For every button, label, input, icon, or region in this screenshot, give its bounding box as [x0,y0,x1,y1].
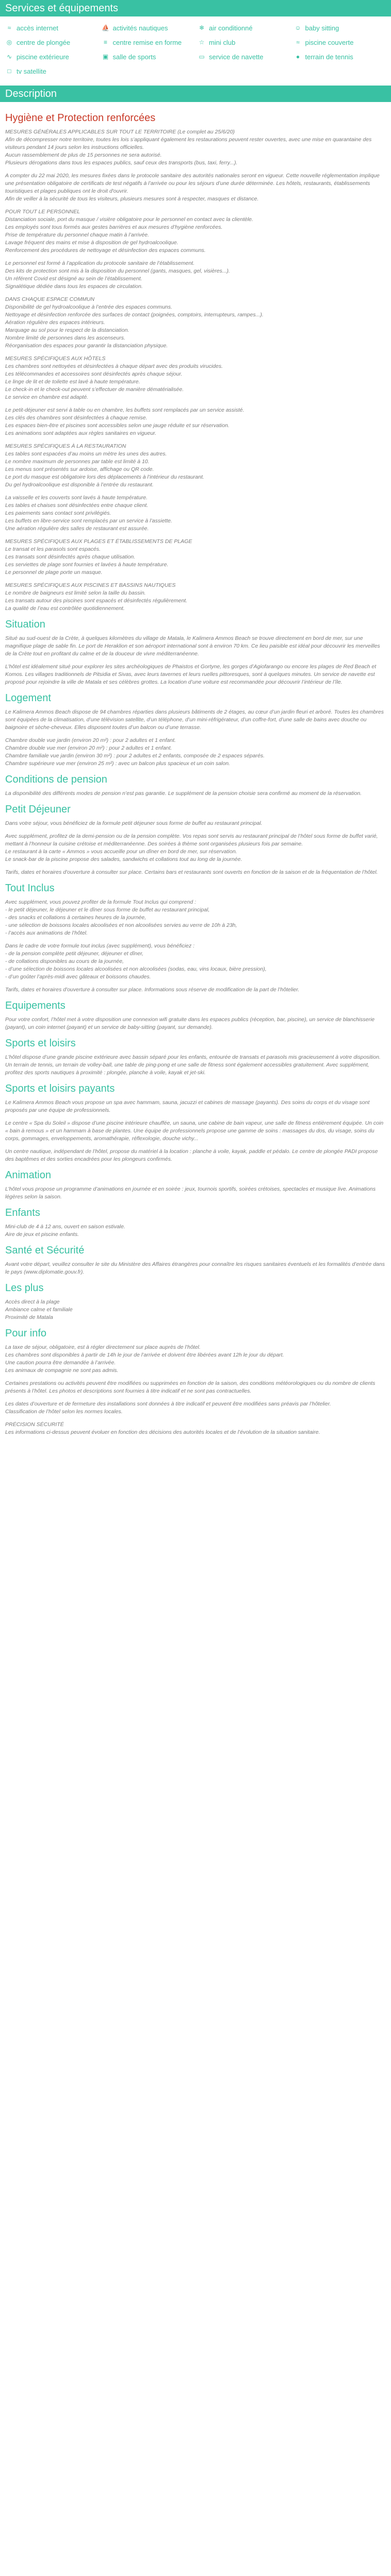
section-paragraph: L’hôtel vous propose un programme d’animations en journée et en soirée : jeux, tournois sportifs, soirées crétoises, spectacles et musique live. Animations légères selon la saison. [5,1186,376,1200]
section-paragraph: Pour votre confort, l’hôtel met à votre disposition une connexion wifi gratuite dans les espaces publics (réception, bar, piscine), un service de blanchisserie (payant), un coin internet (payant) et un service de baby-sitting (payant, sur demande). [5,1016,375,1030]
service-label: baby sitting [305,24,339,32]
section-paragraph: Le petit-déjeuner est servi à table ou en chambre, les buffets sont remplacés par un service assisté. Les clés des chambres sont désinfectées à chaque remise. Les espaces bien-être et piscines sont accessibles selon une jauge réduite et sur réservation. Les animations sont adaptées aux règles sanitaires en vigueur. [5,407,245,436]
section-paragraph: Le Kalimera Ammos Beach dispose de 94 chambres réparties dans plusieurs bâtiments de 2 étages, au cœur d’un jardin fleuri et arboré. Toutes les chambres sont équipées de la climatisation, d’une télévision satellite, d’un téléphone, d’un mini-réfrigérateur, d’un coffre-fort, d’une salle de bains avec douche ou baignoire et sèche-cheveux. Elles disposent toutes d’un balcon ou d’une terrasse. [5,709,384,731]
section-paragraph: Tarifs, dates et horaires d'ouverture à consulter sur place. Certains bars et restaurants sont ouverts en fonction de la saison et de la fréquentation de l’hôtel. [5,869,378,875]
tv-icon: □ [7,67,11,75]
section-paragraph: DANS CHAQUE ESPACE COMMUN Disponibilité de gel hydroalcoolique à l’entrée des espaces communs. Nettoyage et désinfection renforcée des surfaces de contact (poignées, comptoirs, interrupteurs, rampes...). Aération régulière des espaces intérieurs. Marquage au sol pour le respect de la distanciation. Nombre limité de personnes dans les ascenseurs. Réorganisation des espaces pour garantir la distanciation physique. [5,296,264,349]
dumbbell-icon: ≡ [103,39,107,46]
section-title: Logement [5,692,51,704]
service-label: accès internet [17,24,58,32]
section-paragraph: Le Kalimera Ammos Beach vous propose un spa avec hammam, sauna, jacuzzi et cabines de massage (payants). Des soins du corps et du visage sont proposés par une équipe de professionnels. [5,1099,370,1113]
service-label: piscine extérieure [17,53,69,61]
section-paragraph: Situé au sud-ouest de la Crète, à quelques kilomètres du village de Matala, le Kalimera Ammos Beach se trouve directement en bord de mer, sur une magnifique plage de sable fin. Le port de Heraklion et son aéroport international sont à environ 70 km. Ce lieu paisible est idéal pour découvrir les merveilles de la Crète tout en profitant du calme et de la douceur de vivre méditerranéenne. [5,635,380,657]
section-title: Santé et Sécurité [5,1245,85,1256]
section-paragraph: Dans le cadre de votre formule tout inclus (avec supplément), vous bénéficiez : - de la pension complète petit déjeuner, déjeuner et dîner, - de collations disponibles au cours de la journée, - d’une sélection de boissons locales alcoolisées et non alcoolisées (sodas, eau, vins locaux, bière pression), - d’un goûter l’après-midi avec gâteaux et boissons chaudes. [5,943,267,980]
section-paragraph: Chambre double vue jardin (environ 20 m²) : pour 2 adultes et 1 enfant. Chambre double vue mer (environ 20 m²) : pour 2 adultes et 1 enfant. Chambre familiale vue jardin (environ 30 m²) : pour 2 adultes et 2 enfants, composée de 2 espaces séparés. Chambre supérieure vue mer (environ 25 m²) : avec un balcon plus spacieux et un coin salon. [5,737,265,767]
section-paragraph: PRÉCISION SÉCURITÉ Les informations ci-dessus peuvent évoluer en fonction des décisions des autorités locales et de l’évolution de la situation sanitaire. [5,1421,320,1435]
service-item[interactable] [198,24,290,32]
section-paragraph: MESURES GÉNÉRALES APPLICABLES SUR TOUT LE TERRITOIRE (Le complet au 25/6/20) Afin de décompresser notre territoire, toutes les lois s’appliquant également les restaurations peuvent rester ouvertes, avec une mise en quarantaine des visiteurs pendant 14 jours selon les instructions officielles. Aucun rassemblement de plus de 15 personnes ne sera autorisé. Plusieurs dérogations dans tous les espaces publics, sauf ceux des transports (bus, taxi, ferry...). [5,129,372,166]
service-item[interactable] [294,38,386,46]
service-item[interactable] [294,24,386,32]
service-label: service de navette [209,53,264,61]
gym-icon: ▣ [102,53,109,60]
service-label: salle de sports [112,53,156,61]
kids-icon: ☆ [199,39,205,46]
section-paragraph: La taxe de séjour, obligatoire, est à régler directement sur place auprès de l’hôtel. Les chambres sont disponibles à partir de 14h le jour de l’arrivée et doivent être libérées avant 12h le jour du départ. Une caution pourra être demandée à l’arrivée. Les animaux de compagnie ne sont pas admis. [5,1344,284,1374]
service-item[interactable] [198,38,290,46]
service-item[interactable] [5,38,97,46]
section-paragraph: L’hôtel est idéalement situé pour explorer les sites archéologiques de Phaistos et Gortyne, les gorges d’Agiofarango ou encore les plages de Red Beach et Komos. Les villages traditionnels de Pitsidia et Sivas, avec leurs tavernes et leurs ruelles pittoresques, sont à quelques minutes. Un service de navette est proposé pour rejoindre la ville de Matala et ses célèbres grottes. La location d’une voiture est recommandée pour découvrir l’intérieur de l’île. [5,664,377,685]
section-paragraph: Les dates d’ouverture et de fermeture des installations sont données à titre indicatif et peuvent être modifiées sans préavis par l’hôtelier. Classification de l’hôtel selon les normes locales. [5,1401,331,1415]
section-paragraph: A compter du 22 mai 2020, les mesures fixées dans le protocole sanitaire des autorités nationales seront en vigueur. Cette nouvelle réglementation implique une présentation obligatoire de certificats de test négatifs à l’arrivée ou pour les séjours d’une durée déterminée. Les hôtels, restaurants, établissements touristiques et plages publiques ont le droit d'ouvrir. Afin de veiller à la sécurité de tous les visiteurs, plusieurs mesures sont à respecter, masques et distance. [5,173,380,202]
service-label: mini club [209,38,236,46]
service-label: centre de plongée [17,38,71,46]
section-paragraph: Dans votre séjour, vous bénéficiez de la formule petit déjeuner sous forme de buffet au restaurant principal. [5,820,263,826]
description-content [0,102,391,1436]
services-header [0,0,391,16]
section-paragraph: Avant votre départ, veuillez consulter le site du Ministère des Affaires étrangères pour connaître les risques sanitaires éventuels et les formalités d’entrée dans le pays (www.diplomatie.gouv.fr). [5,1261,385,1275]
section-title: Equipements [5,1000,66,1011]
service-item[interactable] [5,53,97,61]
section-title: Conditions de pension [5,774,107,785]
section-paragraph: MESURES SPÉCIFIQUES AUX PISCINES ET BASSINS NAUTIQUES Le nombre de baigneurs est limité selon la taille du bassin. Les transats autour des piscines sont espacés et désinfectés régulièrement. La qualité de l’eau est contrôlée quotidiennement. [5,582,188,612]
section-paragraph: MESURES SPÉCIFIQUES AUX HÔTELS Les chambres sont nettoyées et désinfectées à chaque départ avec des produits virucides. Les télécommandes et accessoires sont désinfectés après chaque séjour. Le linge de lit et de toilette est lavé à haute température. Le check-in et le check-out peuvent s’effectuer de manière dématérialisée. Le service en chambre est adapté. [5,355,223,400]
section-title: Hygiène et Protection renforcées [5,112,156,124]
section-paragraph: MESURES SPÉCIFIQUES À LA RESTAURATION Les tables sont espacées d’au moins un mètre les unes des autres. Le nombre maximum de personnes par table est limité à 10. Les menus sont présentés sur ardoise, affichage ou QR code. Le port du masque est obligatoire lors des déplacements à l’intérieur du restaurant. Du gel hydroalcoolique est disponible à l’entrée du restaurant. [5,443,204,488]
services-title: Services et équipements [5,3,119,14]
section-paragraph: Avec supplément, vous pouvez profiter de la formule Tout Inclus qui comprend : - le petit déjeuner, le déjeuner et le dîner sous forme de buffet au restaurant principal, - des snacks et collations à certaines heures de la journée, - une sélection de boissons locales alcoolisées et non alcoolisées servies au verre de 10h à 23h, - l’accès aux animations de l’hôtel. [5,899,237,936]
service-label: activités nautiques [112,24,168,32]
service-item[interactable] [102,24,194,32]
service-item[interactable] [198,53,290,61]
baby-icon: ☺ [295,24,301,31]
service-item[interactable] [5,24,97,32]
section-paragraph: Le personnel est formé à l’application du protocole sanitaire de l’établissement. Des kits de protection sont mis à la disposition du personnel (gants, masques, gel, visières...). Un référent Covid est désigné au sein de l’établissement. Signalétique dédiée dans tous les espaces de circulation. [5,260,230,290]
section-paragraph: Un centre nautique, indépendant de l’hôtel, propose du matériel à la location : planche à voile, kayak, paddle et pédalo. Le centre de plongée PADI propose des baptêmes et des sorties encadrées pour les plongeurs confirmés. [5,1148,378,1162]
swim-icon: ∿ [6,53,12,60]
shuttle-icon: ▭ [199,53,205,60]
services-grid [0,16,391,82]
service-label: air conditionné [209,24,253,32]
service-label: centre remise en forme [112,38,182,46]
service-label: tv satellite [17,67,46,75]
service-label: piscine couverte [305,38,354,46]
section-paragraph: Avec supplément, profitez de la demi-pension ou de la pension complète. Vos repas sont servis au restaurant principal de l’hôtel sous forme de buffet varié, mettant à l’honneur la cuisine crétoise et méditerranéenne. Des soirées à thème sont organisées plusieurs fois par semaine. Le restaurant à la carte « Ammos » vous accueille pour un dîner en bord de mer, sur réservation. Le snack-bar de la piscine propose des salades, sandwichs et collations tout au long de la journée. [5,833,378,862]
section-title: Sports et loisirs payants [5,1083,115,1094]
service-item[interactable] [102,53,194,61]
pool-icon: ≈ [296,39,300,46]
wifi-icon: ≈ [7,24,11,31]
section-title: Sports et loisirs [5,1038,76,1049]
section-title: Situation [5,619,45,630]
section-title: Enfants [5,1207,40,1218]
section-title: Pour info [5,1328,47,1339]
diving-icon: ◎ [6,39,12,46]
service-item[interactable] [102,38,194,46]
snowflake-icon: ❄ [199,24,205,31]
section-paragraph: La disponibilité des différents modes de pension n’est pas garantie. Le supplément de la pension choisie sera confirmé au moment de la réservation. [5,790,362,796]
description-header [0,86,391,102]
service-item[interactable] [5,67,97,75]
section-paragraph: POUR TOUT LE PERSONNEL Distanciation sociale, port du masque / visière obligatoire pour le personnel en contact avec la clientèle. Les employés sont tous formés aux gestes barrières et aux mesures d’hygiène renforcées. Prise de température du personnel chaque matin à l’arrivée. Lavage fréquent des mains et mise à disposition de gel hydroalcoolique. Renforcement des procédures de nettoyage et désinfection des espaces communs. [5,209,253,253]
boat-icon: ⛵ [102,24,109,31]
section-paragraph: Mini-club de 4 à 12 ans, ouvert en saison estivale. Aire de jeux et piscine enfants. [5,1224,125,1238]
section-title: Tout Inclus [5,883,55,894]
description-title: Description [5,88,57,99]
section-title: Les plus [5,1282,44,1294]
service-item[interactable] [294,53,386,61]
section-paragraph: Accès direct à la plage Ambiance calme et familiale Proximité de Matala [5,1299,73,1320]
section-paragraph: MESURES SPÉCIFIQUES AUX PLAGES ET ÉTABLISSEMENTS DE PLAGE Le transat et les parasols sont espacés. Les transats sont désinfectés après chaque utilisation. Les serviettes de plage sont fournies et lavées à haute température. Le personnel de plage porte un masque. [5,538,192,575]
section-paragraph: L’hôtel dispose d’une grande piscine extérieure avec bassin séparé pour les enfants, entourée de transats et parasols mis gracieusement à votre disposition. Un terrain de tennis, un terrain de volley-ball, une table de ping-pong et une salle de fitness sont également accessibles gratuitement. Avec supplément, profitez des sports nautiques à proximité : plongée, planche à voile, kayak et jet-ski. [5,1054,381,1076]
section-paragraph: Le centre « Spa du Soleil » dispose d’une piscine intérieure chauffée, un sauna, une cabine de bain vapeur, une salle de fitness entièrement équipée. Un coin « bain à remous » et un hammam à base de plantes. Une équipe de professionnels propose une gamme de soins : massages du dos, du visage, soins du corps, gommages, enveloppements, aromathérapie, réflexologie, douche vichy... [5,1120,384,1142]
section-title: Petit Déjeuner [5,804,71,815]
section-paragraph: Certaines prestations ou activités peuvent être modifiées ou supprimées en fonction de la saison, des conditions météorologiques ou du nombre de clients présents à l’hôtel. Les photos et descriptions sont fournies à titre indicatif et ne sont pas contractuelles. [5,1380,376,1394]
service-label: terrain de tennis [305,53,353,61]
tennis-icon: ● [296,53,300,60]
section-paragraph: La vaisselle et les couverts sont lavés à haute température. Les tables et chaises sont désinfectées entre chaque client. Les paiements sans contact sont privilégiés. Les buffets en libre-service sont remplacés par un service à l’assiette. Une aération régulière des salles de restaurant est assurée. [5,495,172,532]
section-title: Animation [5,1170,51,1181]
section-paragraph: Tarifs, dates et horaires d'ouverture à consulter sur place. Informations sous réserve de modification de la part de l’hôtelier. [5,987,300,993]
